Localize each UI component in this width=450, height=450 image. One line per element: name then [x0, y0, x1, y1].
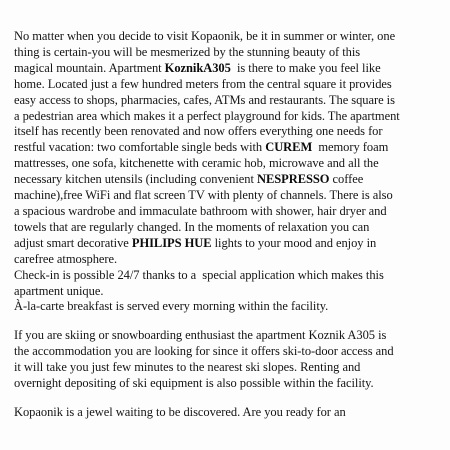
text-line: the accommodation you are looking for since it offers ski-to-door access and — [14, 344, 394, 359]
text-line: carefree atmosphere. — [14, 251, 118, 266]
text-run: necessary kitchen utensils (including convenient — [14, 172, 257, 187]
text-run: is there to make you feel like — [230, 60, 381, 75]
text-line: Kopaonik is a jewel waiting to be discovered. Are you ready for an — [14, 404, 346, 419]
apartment-name: KoznikA305 — [164, 60, 231, 75]
text-line: If you are skiing or snowboarding enthusiast the apartment Koznik A305 is — [14, 328, 387, 343]
brand-nespresso: NESPRESSO — [256, 172, 330, 187]
closing-paragraph — [14, 405, 432, 421]
text-line: Check-in is possible 24/7 thanks to a special application which makes this — [14, 267, 384, 282]
text-line: it will take you just few minutes to the nearest ski slopes. Renting and — [14, 360, 361, 375]
text-line: thing is certain-you will be mesmerized by the stunning beauty of this — [14, 44, 361, 59]
text-line: À-la-carte breakfast is served every morning within the facility. — [14, 299, 329, 314]
text-line — [14, 61, 432, 77]
intro-paragraph — [14, 29, 432, 315]
skiing-paragraph — [14, 328, 432, 392]
text-line — [14, 236, 432, 252]
text-run: adjust smart decorative — [14, 235, 132, 250]
text-line: apartment unique. — [14, 283, 104, 298]
text-run: coffee — [329, 172, 364, 187]
text-line: overnight depositing of ski equipment is also possible within the facility. — [14, 376, 374, 391]
text-line: home. Located just a few hundred meters from the central square it provides — [14, 76, 392, 91]
brand-curem: CUREM — [265, 140, 313, 155]
text-run: memory foam — [312, 140, 389, 155]
text-line: towels that are regularly changed. In the moments of relaxation you can — [14, 219, 370, 234]
text-line: itself has recently been renovated and now offers everything one needs for — [14, 124, 383, 139]
text-line — [14, 172, 432, 188]
brand-philips-hue: PHILIPS HUE — [131, 235, 212, 250]
text-line: a pedestrian area which makes it a perfect playground for kids. The apartment — [14, 108, 400, 123]
text-line: No matter when you decide to visit Kopaonik, be it in summer or winter, one — [14, 29, 396, 43]
document-body — [14, 29, 432, 421]
text-line: machine),free WiFi and flat screen TV with plenty of channels. There is also — [14, 188, 393, 203]
text-run: lights to your mood and enjoy in — [211, 235, 377, 250]
text-line: easy access to shops, pharmacies, cafes, ATMs and restaurants. The square is — [14, 92, 395, 107]
text-run: restful vacation: two comfortable single beds with — [14, 140, 266, 155]
text-line: mattresses, one sofa, kitchenette with ceramic hob, microwave and all the — [14, 156, 379, 171]
text-line: a spacious wardrobe and immaculate bathroom with shower, hair dryer and — [14, 203, 387, 218]
text-line — [14, 140, 432, 156]
text-run: magical mountain. Apartment — [14, 60, 165, 75]
